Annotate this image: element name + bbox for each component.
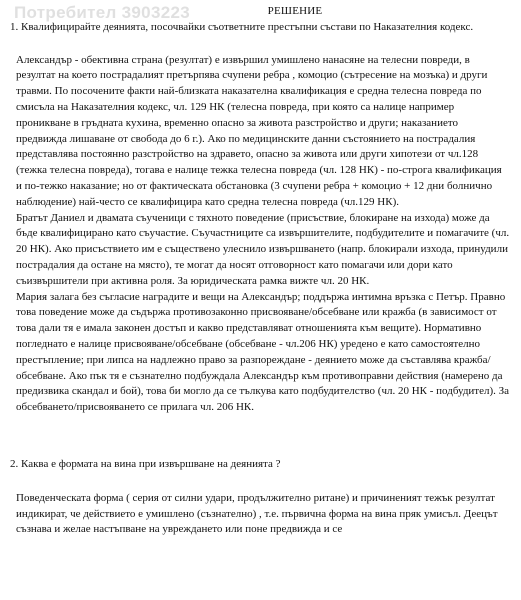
paragraph-maria: Мария залага без съгласие наградите и вещи на Александър; поддържа интимна връзка с Петър. Правно това поведение може да съдържа противозаконно присвояване/обсебване или кражба (в зависимост от това дали тя е имала законен достъп и какво представляват отношенията към вещите). Нормативно погледнато е налице присвояване/обсебване (обсебване - чл.206 НК) уредено е като самостоятелно престъпление; при липса на надлежно право за разпореждане - деянието може да съставлява кражба/обсебване. Ако пък тя е съзнателно подбуждала Александър към противоправни действия (намерено да предизвика скандал и бой), това би могло да се тълкува като подбудителство (чл. 20 НК - подбудител). За обсебването/присвояването се прилага чл. 206 НК. [16,290,510,414]
question-2: 2. Каква е формата на вина при извършване на деянията ? [10,457,281,470]
paragraph-aleksandar: Александър - обективна страна (резултат) е извършил умишлено нанасяне на телесни повреди, в резултат на което пострадалият претърпява счупени ребра , комоцио (сътресение на мозъка) и други травми. По посочените факти най-близката наказателна квалификация е средна телесна повреда по смисъла на Наказателния кодекс, чл. 129 НК (телесна повреда, при която са налице например проникване в гръдната кухина, временно опасно за живота разстройство и други; наказанието предвижда лишаване от свобода до 6 г.). Ако по медицинските данни състоянието на пострадалия представлява постоянно разстройство на здравето, опасно за живота или други хипотези от чл.128 (тежка телесна повреда), тогава е налице тежка телесна повреда (чл. 128 НК) - по-строга квалификация и по-тежко наказание; но от фактическата обстановка (3 счупени ребра + комоцио + 12 дни болнично наблюдение) най-често се квалифицира като средна телесна повреда (чл.129 НК). [16,53,502,208]
question-1: 1. Квалифицирайте деянията, посочвайки съответните престъпни състави по Наказателния кодекс. [10,20,474,33]
paragraph-guilt-form: Поведенческата форма ( серия от силни удари, продължително ритане) и причиненият тежък резултат индикират, че действието е умишлено (съзнателно) , т.е. първична форма на вина пряк умисъл. Деецът съзнава и желае настъпване на увреждането или поне предвижда и се [16,491,498,536]
document-title: РЕШЕНИЕ [267,5,323,17]
paragraph-daniel: Братът Даниел и двамата съученици с тяхното поведение (присъствие, блокиране на изхода) може да бъде квалифицирано като съучастие. Съучастниците са извършителите, подбудителите и помагачите (чл. 20 НК). Ако присъствието им е съществено улеснило извършването (напр. блокирали изхода, принудили пострадалия да остане на място), те могат да носят отговорност като помагачи или дори като съизвършители при активна роля. За юридическата рамка вижте чл. 20 НК. [16,211,510,287]
document-body [10,4,510,538]
watermark: Потребител 3903223 [14,3,190,22]
